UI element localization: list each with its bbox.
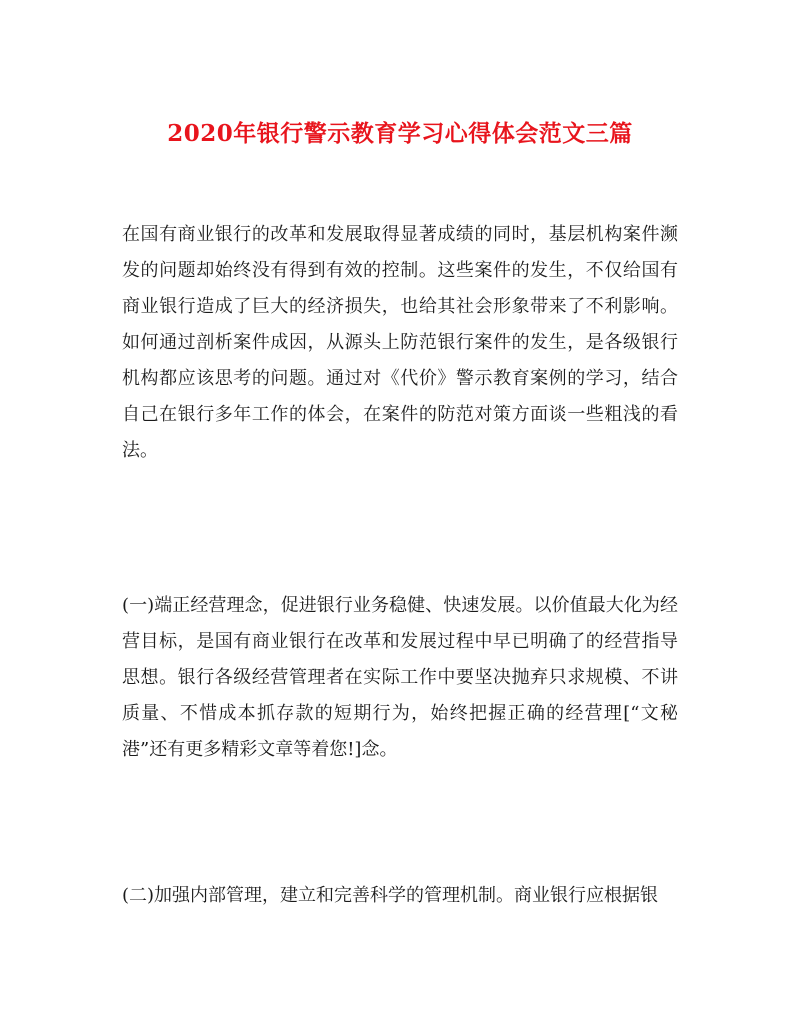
document-title: 2020年银行警示教育学习心得体会范文三篇 bbox=[167, 120, 633, 148]
paragraph-section-2: (二)加强内部管理，建立和完善科学的管理机制。商业银行应根据银 bbox=[122, 885, 659, 906]
paragraph-section-1: (一)端正经营理念，促进银行业务稳健、快速发展。以价值最大化为经营目标，是国有商业银行在改革和发展过程中早已明确了的经营指导思想。银行各级经营管理者在实际工作中要坚决抛弃只求规模、不讲质量、不惜成本抓存款的短期行为，始终把握正确的经营理[“文秘港”还有更多精彩文章等着您!]念。 bbox=[122, 595, 678, 760]
paragraph-intro: 在国有商业银行的改革和发展取得显著成绩的同时，基层机构案件濒发的问题却始终没有得到有效的控制。这些案件的发生，不仅给国有商业银行造成了巨大的经济损失，也给其社会形象带来了不利影响。如何通过剖析案件成因，从源头上防范银行案件的发生，是各级银行机构都应该思考的问题。通过对《代价》警示教育案例的学习，结合自己在银行多年工作的体会，在案件的防范对策方面谈一些粗浅的看法。 bbox=[122, 224, 678, 461]
